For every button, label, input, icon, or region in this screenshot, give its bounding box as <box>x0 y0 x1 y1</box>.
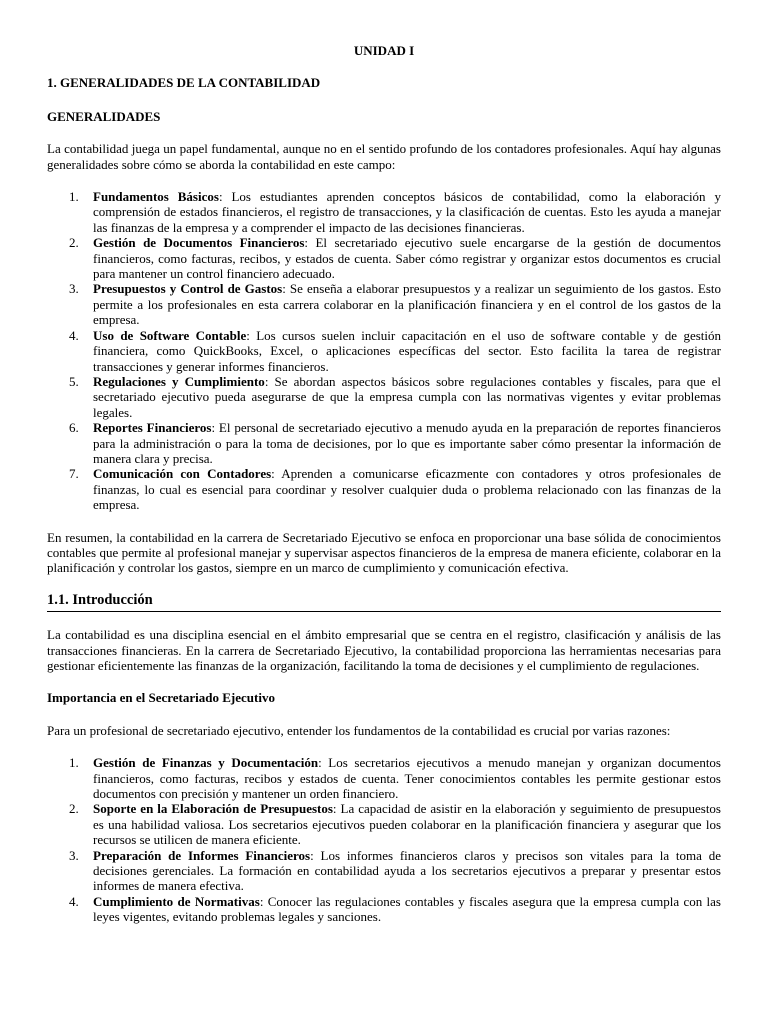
list-item <box>47 801 721 847</box>
section-title: 1. GENERALIDADES DE LA CONTABILIDAD <box>47 75 321 91</box>
generalidades-intro: La contabilidad juega un papel fundamental, aunque no en el sentido profundo de los contadores profesionales. Aquí hay algunas generalidades sobre cómo se aborda la contabilidad en este campo: <box>47 141 721 172</box>
list-item <box>47 281 721 327</box>
item-text: : Se enseña a elaborar presupuestos y a realizar un seguimiento de los gastos. Esto permite a los profesionales en esta carrera colaborar en la planificación financiera y en el control de los gastos de la empresa. <box>93 281 721 328</box>
item-term: Uso de Software Contable <box>93 327 247 343</box>
item-number: 5. <box>69 373 79 389</box>
item-number: 7. <box>69 466 79 482</box>
list-item <box>47 189 721 235</box>
item-number: 1. <box>69 189 79 205</box>
item-term: Presupuestos y Control de Gastos <box>93 281 283 297</box>
item-number: 3. <box>69 281 79 297</box>
item-term: Comunicación con Contadores <box>93 466 272 482</box>
item-number: 2. <box>69 235 79 251</box>
item-term: Soporte en la Elaboración de Presupuestos <box>93 801 333 817</box>
introduccion-paragraph: La contabilidad es una disciplina esencial en el ámbito empresarial que se centra en el registro, clasificación y análisis de las transacciones financieras. En la carrera de Secretariado Ejecutivo, la contabilidad proporciona las herramientas necesarias para gestionar eficientemente las finanzas de la organización, facilitando la toma de decisiones y el cumplimiento de regulaciones. <box>47 627 721 673</box>
item-text: : Los informes financieros claros y precisos son vitales para la toma de decisiones gerenciales. La formación en contabilidad ayuda a los secretarios ejecutivos a preparar y presentar estos informes de manera efectiva. <box>93 847 721 894</box>
item-number: 4. <box>69 893 79 909</box>
list-item <box>47 755 721 801</box>
item-number: 3. <box>69 847 79 863</box>
item-number: 2. <box>69 801 79 817</box>
item-term: Fundamentos Básicos <box>93 189 219 205</box>
item-term: Reportes Financieros <box>93 420 212 436</box>
list-item <box>47 235 721 281</box>
list-item <box>47 848 721 894</box>
item-term: Cumplimiento de Normativas <box>93 893 260 909</box>
item-number: 6. <box>69 420 79 436</box>
generalidades-list <box>47 189 721 513</box>
unit-title: UNIDAD I <box>353 43 415 58</box>
item-text: : Los secretarios ejecutivos a menudo manejan y organizan documentos financieros, como facturas, recibos y estados de cuenta. Tener conocimientos contables les permite gestionar estos documentos con precisión y mantener un orden financiero. <box>93 755 721 802</box>
list-item <box>47 374 721 420</box>
list-item <box>47 420 721 466</box>
item-term: Gestión de Finanzas y Documentación <box>93 755 319 771</box>
item-number: 1. <box>69 755 79 771</box>
introduccion-heading: 1.1. Introducción <box>47 593 721 612</box>
item-term: Preparación de Informes Financieros <box>93 847 311 863</box>
item-text: : Conocer las regulaciones contables y fiscales asegura que la empresa cumpla con las leyes vigentes, evitando problemas legales y sanciones. <box>93 893 721 925</box>
list-item <box>47 894 721 925</box>
importancia-list <box>47 755 721 924</box>
item-text: : Los estudiantes aprenden conceptos básicos de contabilidad, como la elaboración y comprensión de estados financieros, el registro de transacciones, y la clasificación de cuentas. Esto les ayuda a manejar las finanzas de la empresa y a comprender el impacto de las decisiones financieras. <box>93 189 721 235</box>
item-text: : Aprenden a comunicarse eficazmente con contadores y otros profesionales de finanzas, lo cual es esencial para coordinar y resolver cualquier duda o problema relacionado con las finanzas de la empresa. <box>93 466 721 513</box>
item-text: : Los cursos suelen incluir capacitación en el uso de software contable y de gestión financiera, como QuickBooks, Excel, o aplicaciones específicas del sector. Esto facilita la tarea de registrar transacciones y generar informes financieros. <box>93 327 721 374</box>
importancia-intro: Para un profesional de secretariado ejecutivo, entender los fundamentos de la contabilidad es crucial por varias razones: <box>47 722 671 738</box>
item-number: 4. <box>69 327 79 343</box>
item-text: : La capacidad de asistir en la elaboración y seguimiento de presupuestos es una habilidad valiosa. Los secretarios ejecutivos pueden colaborar en la planificación financiera y asegurar que los recursos se utilicen de manera eficiente. <box>93 801 721 848</box>
item-text: : El secretariado ejecutivo suele encargarse de la gestión de documentos financieros, como facturas, recibos, y estados de cuenta. Saber cómo registrar y organizar estos documentos es crucial para mantener un control financiero adecuado. <box>93 235 721 282</box>
list-item <box>47 328 721 374</box>
generalidades-heading: GENERALIDADES <box>47 108 161 124</box>
item-text: : El personal de secretariado ejecutivo a menudo ayuda en la preparación de reportes financieros para la administración o para la toma de decisiones, por lo que es importante saber cómo presentar la información de manera clara y precisa. <box>93 420 721 466</box>
importancia-heading: Importancia en el Secretariado Ejecutivo <box>47 690 275 706</box>
item-term: Regulaciones y Cumplimiento <box>93 373 265 389</box>
summary-paragraph: En resumen, la contabilidad en la carrera de Secretariado Ejecutivo se enfoca en proporcionar una base sólida de conocimientos contables que permite al profesional manejar y supervisar aspectos financieros de la empresa de manera eficiente, colaborar en la planificación y controlar los gastos, siempre en un marco de cumplimiento y comunicación efectiva. <box>47 529 721 576</box>
list-item <box>47 466 721 512</box>
item-term: Gestión de Documentos Financieros <box>93 235 305 251</box>
item-text: : Se abordan aspectos básicos sobre regulaciones contables y fiscales, para que el secretariado ejecutivo pueda asegurarse de que la empresa cumpla con las normativas vigentes y evitar problemas legales. <box>93 373 721 420</box>
